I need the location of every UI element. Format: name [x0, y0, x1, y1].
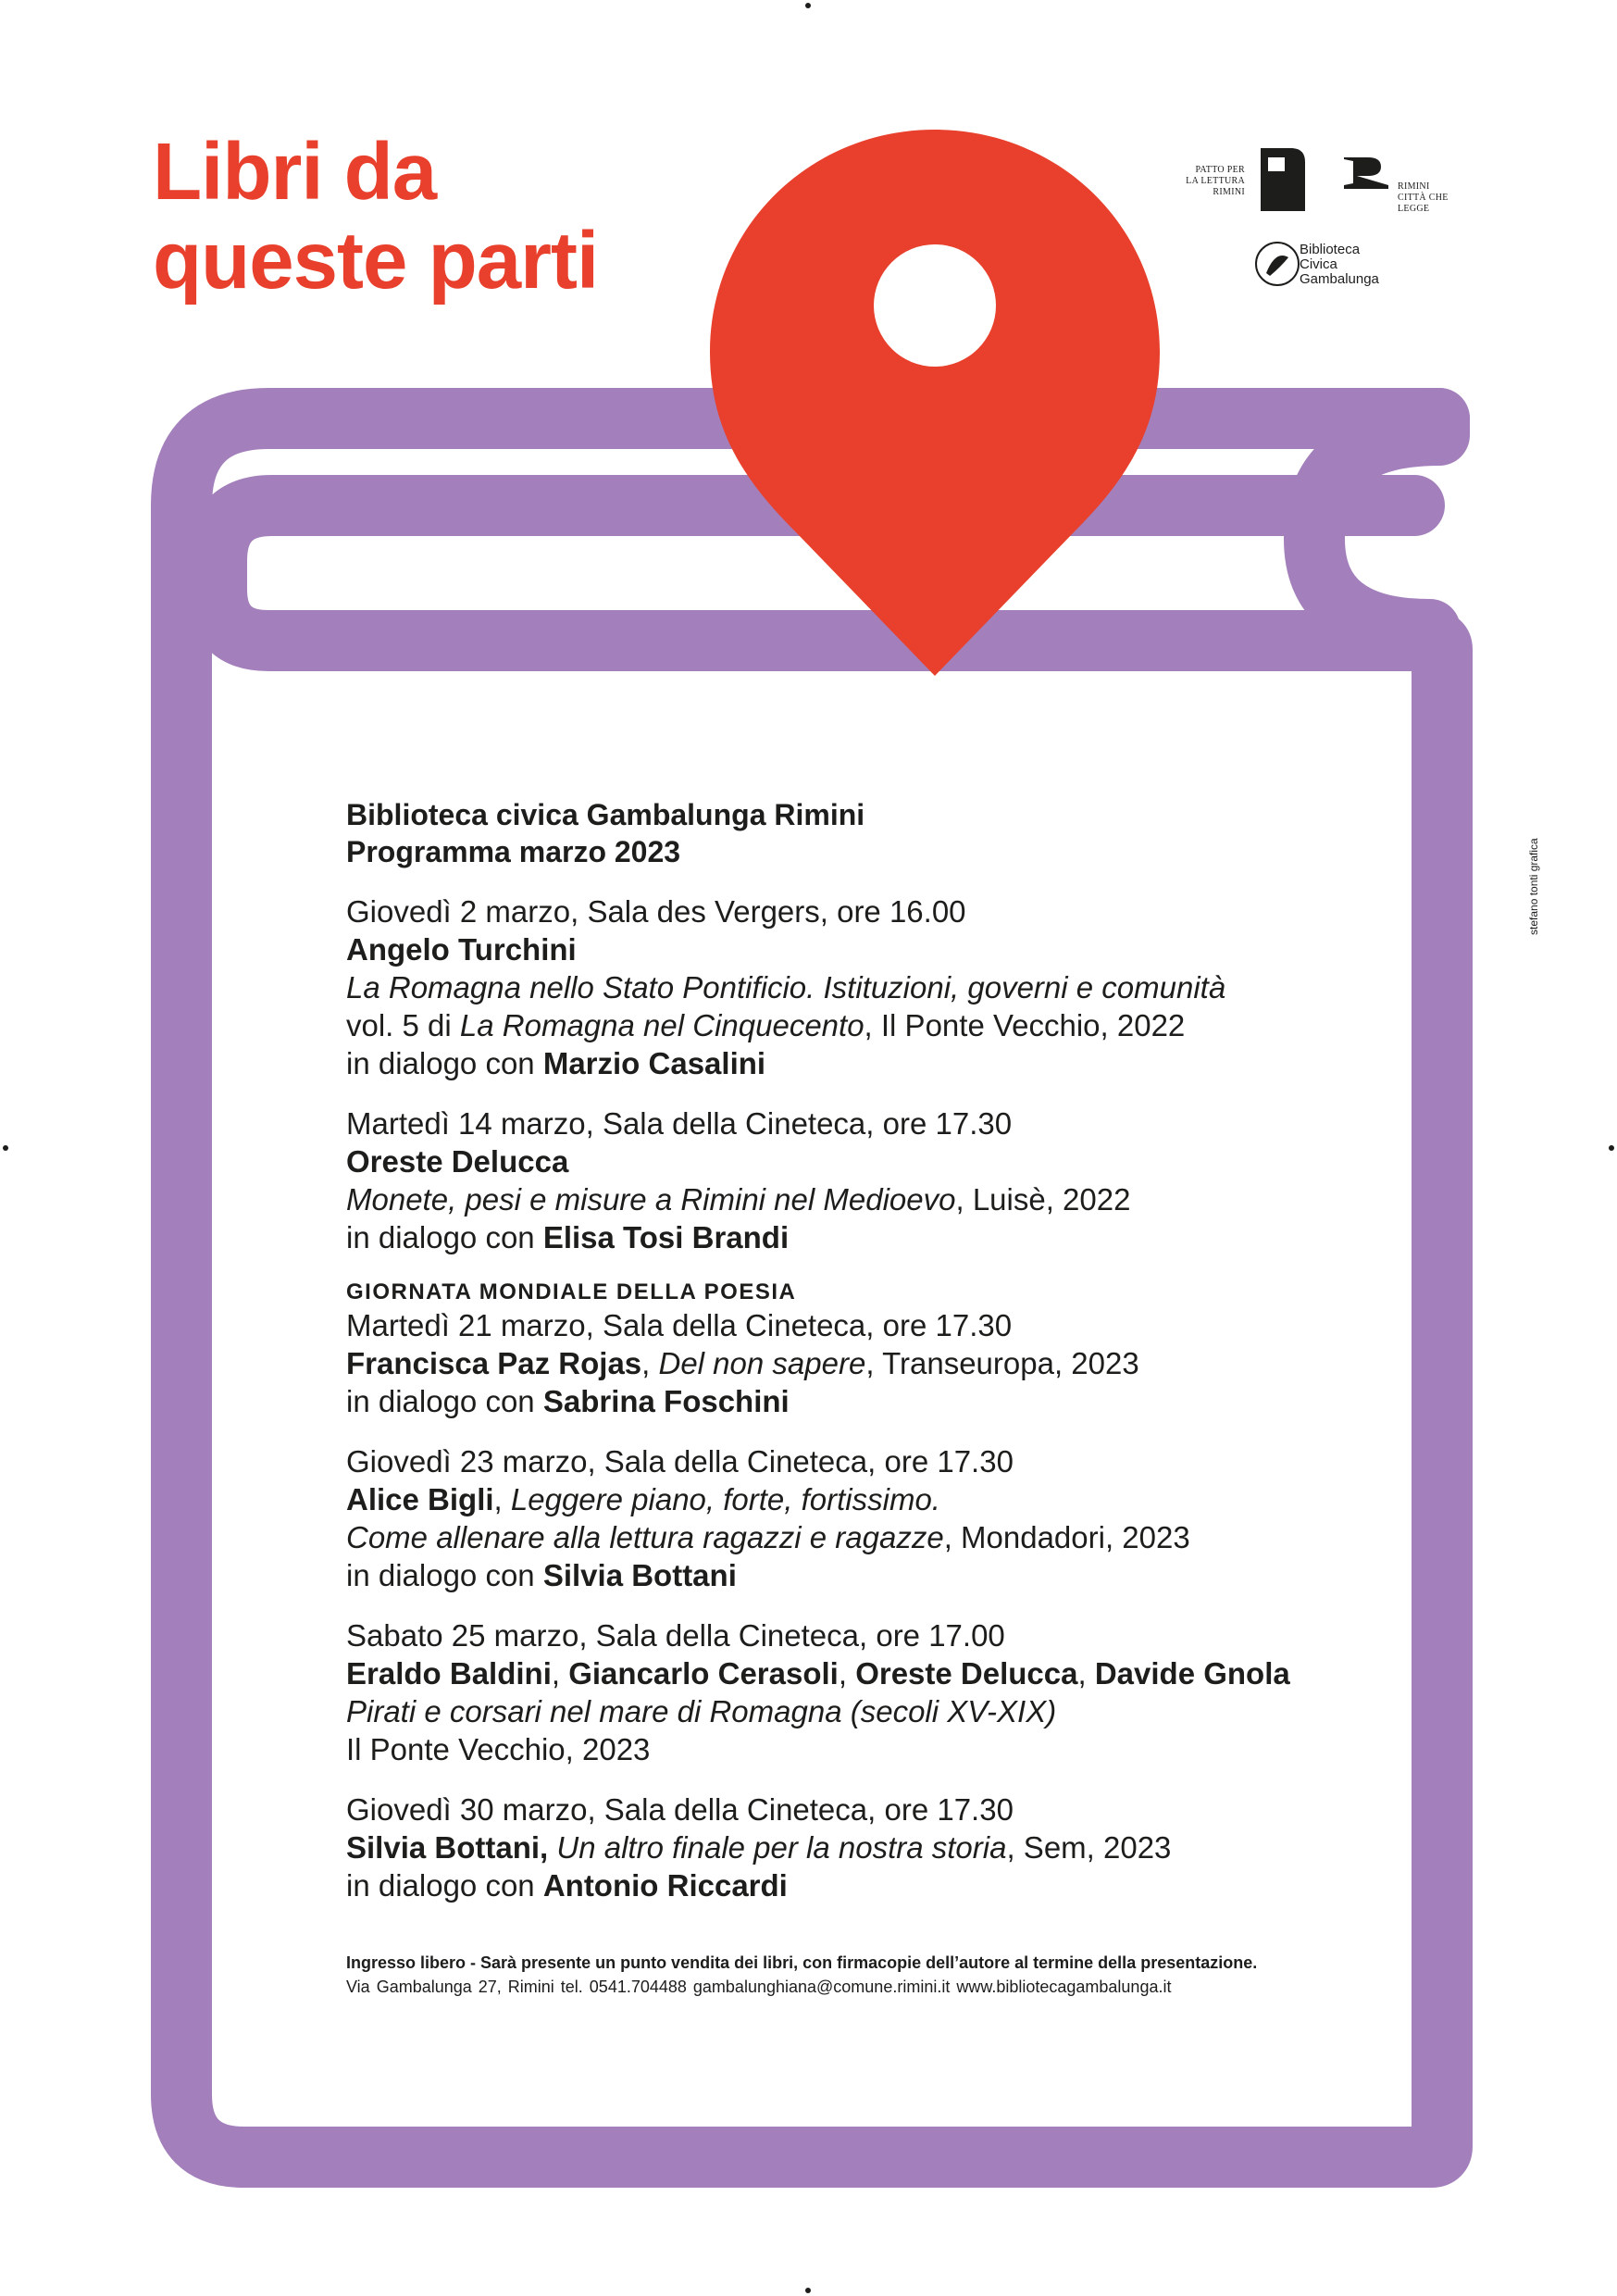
event-author: Oreste Delucca [855, 1656, 1078, 1691]
event-author: Francisca Paz Rojas [346, 1346, 642, 1380]
event-dialog [346, 1044, 1420, 1082]
event-dialog-prefix: in dialogo con [346, 1558, 543, 1592]
gambalunga-logo-text [1300, 243, 1379, 287]
heading-month: Programma marzo 2023 [346, 835, 681, 868]
event-label: GIORNATA MONDIALE DELLA POESIA [346, 1279, 797, 1304]
event-book-title: Un altro finale per la nostra storia [556, 1830, 1007, 1865]
footer-note: Ingresso libero - Sarà presente un punto vendita dei libri, con firmacopie dell’autore al termine della presentazione. [346, 1953, 1258, 1972]
event-author: Giancarlo Cerasoli [568, 1656, 839, 1691]
event-item [346, 1442, 1420, 1594]
event-item [346, 1791, 1420, 1904]
rimini-citta-che-legge-logo-text [1398, 181, 1472, 215]
patto-lettura-logo-icon [1261, 148, 1305, 211]
event-vol-prefix: vol. 5 di [346, 1008, 460, 1042]
gamba-line-3: Gambalunga [1300, 271, 1379, 287]
event-dialog-prefix: in dialogo con [346, 1220, 543, 1254]
map-pin-icon [710, 130, 1160, 676]
poster-footer [346, 1951, 1457, 1999]
event-author: Eraldo Baldini [346, 1656, 552, 1691]
event-book-title: Del non sapere [658, 1346, 866, 1380]
event-author-line [346, 1344, 1420, 1382]
event-authors-line [346, 1654, 1420, 1692]
event-item [346, 1616, 1420, 1768]
event-author: Davide Gnola [1094, 1656, 1290, 1691]
event-volume-line [346, 1006, 1420, 1044]
event-when: Sabato 25 marzo, Sala della Cineteca, ore 17.00 [346, 1618, 1005, 1653]
heading-library: Biblioteca civica Gambalunga Rimini [346, 798, 865, 831]
event-item [346, 1279, 1420, 1420]
event-author: Silvia Bottani, [346, 1830, 549, 1865]
event-dialog-name: Antonio Riccardi [542, 1868, 788, 1903]
event-publisher: , Il Ponte Vecchio, 2022 [864, 1008, 1186, 1042]
event-book-title: Pirati e corsari nel mare di Romagna (secoli XV-XIX) [346, 1694, 1057, 1728]
event-sep [548, 1830, 556, 1865]
event-book-line [346, 1180, 1420, 1218]
designer-credit: stefano tonti grafica [1527, 838, 1540, 935]
event-book-title: La Romagna nello Stato Pontificio. Istituzioni, governi e comunità [346, 970, 1226, 1004]
event-dialog-name: Marzio Casalini [542, 1046, 766, 1080]
rimini-line-3: LEGGE [1398, 204, 1430, 214]
event-dialog [346, 1218, 1420, 1256]
event-dialog-name: Elisa Tosi Brandi [542, 1220, 790, 1254]
rimini-citta-che-legge-logo-icon [1344, 157, 1388, 189]
event-when: Martedì 14 marzo, Sala della Cineteca, ore 17.30 [346, 1106, 1013, 1141]
event-dialog [346, 1866, 1420, 1904]
event-dialog [346, 1556, 1420, 1594]
event-dialog-name: Sabrina Foschini [542, 1384, 790, 1418]
patto-line-1: PATTO PER [1195, 165, 1245, 175]
event-dialog-prefix: in dialogo con [346, 1868, 543, 1903]
event-publisher: , Transeuropa, 2023 [865, 1346, 1139, 1380]
event-book-line [346, 1518, 1420, 1556]
poster-title [153, 128, 727, 306]
event-when: Martedì 21 marzo, Sala della Cineteca, ore 17.30 [346, 1308, 1013, 1342]
event-dialog-prefix: in dialogo con [346, 1046, 543, 1080]
title-line-2: queste parti [153, 216, 599, 306]
event-when: Giovedì 2 marzo, Sala des Vergers, ore 16.00 [346, 894, 966, 929]
event-item [346, 1104, 1420, 1256]
event-author: Angelo Turchini [346, 932, 577, 967]
event-dialog [346, 1382, 1420, 1420]
footer-address: Via Gambalunga 27, Rimini tel. 0541.704488 gambalunghiana@comune.rimini.it www.bibliotecagambalunga.it [346, 1978, 1172, 1996]
event-when: Giovedì 23 marzo, Sala della Cineteca, ore 17.30 [346, 1444, 1014, 1479]
rimini-line-1: RIMINI [1398, 181, 1430, 192]
event-series: La Romagna nel Cinquecento [459, 1008, 864, 1042]
event-sep: , [493, 1482, 511, 1516]
event-sep: , [1077, 1656, 1095, 1691]
event-author: Oreste Delucca [346, 1144, 569, 1179]
event-when: Giovedì 30 marzo, Sala della Cineteca, ore 17.30 [346, 1792, 1014, 1827]
event-author-line [346, 1828, 1420, 1866]
event-sep: , [838, 1656, 856, 1691]
event-book-title-2: Come allenare alla lettura ragazzi e ragazze [346, 1520, 944, 1554]
event-dialog-name: Silvia Bottani [542, 1558, 737, 1592]
event-dialog-prefix: in dialogo con [346, 1384, 543, 1418]
event-publisher: , Sem, 2023 [1006, 1830, 1172, 1865]
event-sep: , [551, 1656, 569, 1691]
patto-lettura-logo-text [1162, 165, 1245, 198]
event-publisher: , Mondadori, 2023 [943, 1520, 1190, 1554]
event-publisher: Il Ponte Vecchio, 2023 [346, 1732, 651, 1766]
event-sep: , [641, 1346, 659, 1380]
gamba-line-1: Biblioteca [1300, 242, 1361, 257]
program-content [346, 796, 1420, 1904]
program-heading [346, 796, 1420, 870]
event-book-title: Leggere piano, forte, fortissimo. [510, 1482, 940, 1516]
patto-line-2: LA LETTURA [1186, 176, 1245, 186]
gambalunga-logo-icon [1256, 243, 1299, 285]
event-publisher: , Luisè, 2022 [955, 1182, 1131, 1217]
event-author-line [346, 1480, 1420, 1518]
rimini-line-2: CITTÀ CHE [1398, 193, 1449, 203]
patto-line-3: RIMINI [1213, 187, 1245, 197]
gamba-line-2: Civica [1300, 256, 1337, 272]
title-line-1: Libri da [153, 127, 437, 217]
event-author: Alice Bigli [346, 1482, 494, 1516]
event-book-title: Monete, pesi e misure a Rimini nel Medioevo [346, 1182, 956, 1217]
event-item [346, 892, 1420, 1082]
